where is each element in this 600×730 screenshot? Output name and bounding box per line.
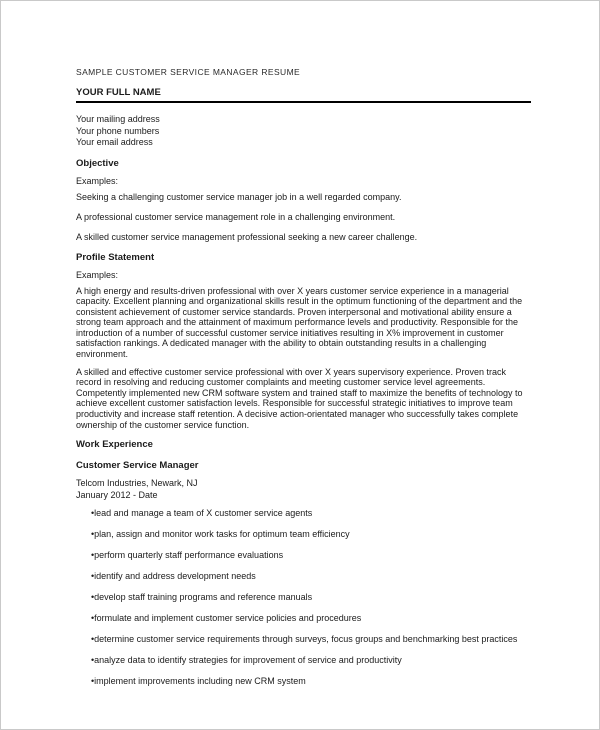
- job-duty-item: • identify and address development needs: [91, 571, 531, 583]
- document-title: SAMPLE CUSTOMER SERVICE MANAGER RESUME: [76, 67, 301, 77]
- profile-paragraph: A skilled and effective customer service professional with over X years supervisory experience. Proven track record in resolving and reducing customer complaints and meeting customer service level agreements. Competently implemented new CRM software system and trained staff to maximize the benefits of technology to achieve excellent customer satisfaction levels. Responsible for successful strategic initiatives to improve team productivity and increase staff retention. A decisive action-orientated manager who successfully takes complete ownership of the customer service function.: [76, 366, 523, 430]
- job-dates: January 2012 - Date: [76, 489, 158, 500]
- objective-example: A professional customer service management role in a challenging environment.: [76, 211, 396, 222]
- resume-content: [76, 67, 531, 697]
- section-heading-objective: Objective: [76, 157, 119, 169]
- job-duty-item: • perform quarterly staff performance evaluations: [91, 550, 531, 562]
- job-duty-item: • analyze data to identify strategies for improvement of service and productivity: [91, 655, 531, 667]
- profile-paragraph: A high energy and results-driven professional with over X years customer service experience in a managerial capacity. Excellent planning and organizational skills result in the optimum functioning of the department and the consistent achievement of customer service standards. Proven interpersonal and motivational ability ensure a strong team approach and the attainment of maximum performance levels and productivity. Responsible for the introduction of a number of successful customer service initiatives resulting in X% improvement in customer satisfaction rankings. A dedicated manager with the ability to obtain outstanding results in a challenging environment.: [76, 285, 523, 360]
- job-duty-item: • lead and manage a team of X customer service agents: [91, 508, 531, 520]
- job-duty-item: • implement improvements including new CRM system: [91, 676, 531, 688]
- job-title: Customer Service Manager: [76, 460, 199, 472]
- profile-examples-label: Examples:: [76, 269, 119, 280]
- contact-email-address: Your email address: [76, 137, 153, 147]
- job-duty-item: • formulate and implement customer service policies and procedures: [91, 613, 531, 625]
- job-duty-item: • determine customer service requirements through surveys, focus groups and benchmarking best practices: [91, 634, 531, 646]
- objective-example: Seeking a challenging customer service manager job in a well regarded company.: [76, 191, 402, 202]
- objective-examples-label: Examples:: [76, 175, 119, 186]
- full-name-heading: YOUR FULL NAME: [76, 87, 531, 103]
- job-duty-item: • develop staff training programs and reference manuals: [91, 592, 531, 604]
- contact-mailing-address: Your mailing address: [76, 114, 160, 124]
- job-duty-item: • plan, assign and monitor work tasks for optimum team efficiency: [91, 529, 531, 541]
- contact-phone-numbers: Your phone numbers: [76, 125, 160, 136]
- job-duties-list: [91, 508, 531, 688]
- section-heading-work-experience: Work Experience: [76, 439, 153, 451]
- contact-block: [76, 114, 531, 149]
- section-heading-profile-statement: Profile Statement: [76, 251, 155, 263]
- job-company: Telcom Industries, Newark, NJ: [76, 478, 198, 489]
- objective-example: A skilled customer service management professional seeking a new career challenge.: [76, 231, 418, 242]
